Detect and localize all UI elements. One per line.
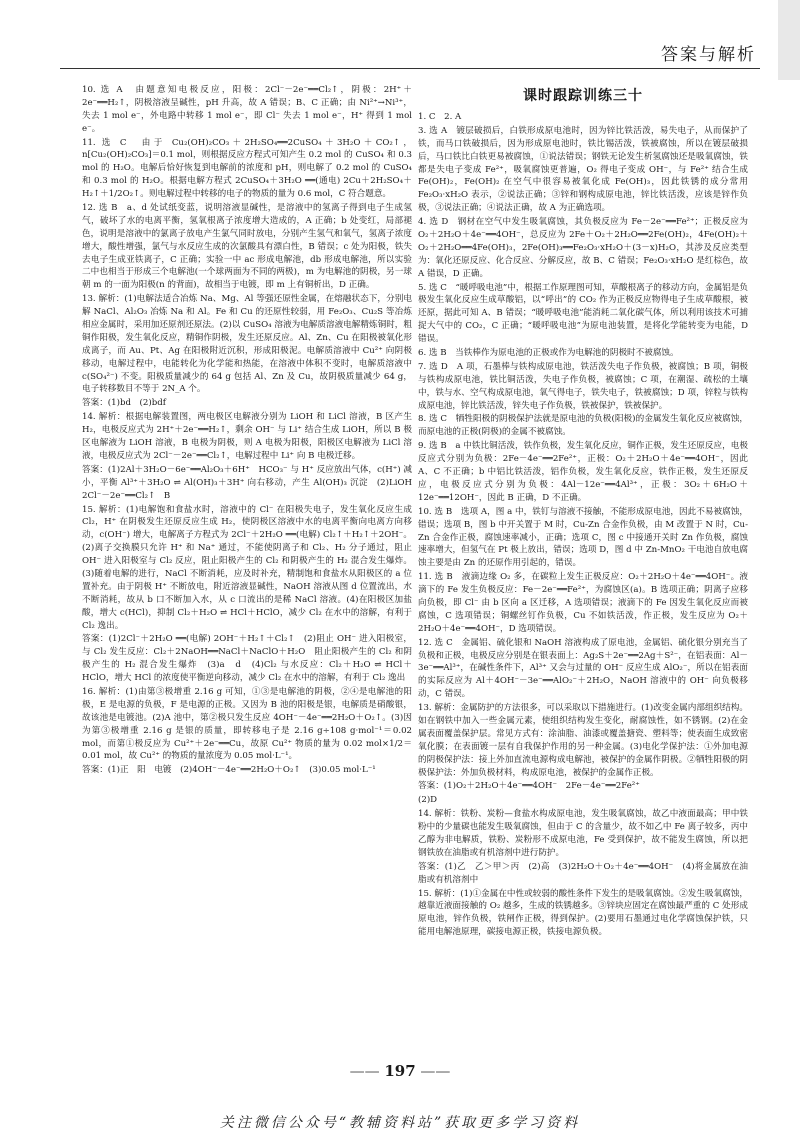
header-title: 答案与解析	[661, 45, 756, 65]
left-column	[82, 84, 421, 778]
header-tab-marker	[778, 0, 800, 80]
answer-paragraph: 7. 选 D A 项，石墨棒与铁构成原电池，铁活泼失电子作负极，被腐蚀；B 项，铜极与铁构成原电池，铁比铜活泼，失电子作负极，被腐蚀；C 项，在潮湿、疏松的土壤中，铁与水、空气构成原电池，氧气得电子，铁失电子，铁被腐蚀；D 项，锌粒与铁构成原电池，锌比铁活泼，锌失电子作负极，铁被保护，铁被保护。	[418, 361, 748, 411]
section-title: 课时跟踪训练三十	[523, 88, 643, 104]
answer-paragraph: 9. 选 B a 中铁比铜活泼，铁作负极，发生氧化反应，铜作正极，发生还原反应，电极反应式分别为负极：2Fe－4e⁻══2Fe²⁺，正极：O₂＋2H₂O＋4e⁻══4OH⁻，因此 A、C 不正确；b 中铝比铁活泼，铝作负极，发生氧化反应，铁作正极，发生还原反应，电极反应式分别为负极：4Al－12e⁻══4Al³⁺，正极：3O₂＋6H₂O＋12e⁻══12OH⁻，因此 B 正确，D 不正确。	[418, 441, 748, 503]
answer-paragraph: 3. 选 A 镀层破损后，白铁形成原电池时，因为锌比铁活泼，易失电子，从而保护了铁，而马口铁破损后，因为形成原电池时，铁比锡活泼，铁被腐蚀，所以在镀层破损后，马口铁比白铁更易被腐蚀，①说法错误；钢铁无论发生析氢腐蚀还是吸氧腐蚀，铁都是失电子变成 Fe²⁺，吸氧腐蚀更普遍，O₂ 得电子变成 OH⁻，与 Fe²⁺ 结合生成 Fe(OH)₂，Fe(OH)₂ 在空气中很容易被氧化成 Fe(OH)₃，因此铁锈的成分常用 Fe₂O₃·xH₂O 表示，②说法正确；③锌和钢构成原电池，锌比铁活泼，应该是锌作负极，③说法正确；④说法正确，故 A 为正确选项。	[418, 125, 748, 214]
answer-paragraph: 10. 选 B 选项 A，图 a 中，铁钉与溶液不接触，不能形成原电池，因此不易被腐蚀，错误；选项 B，图 b 中开关置于 M 时，Cu-Zn 合金作负极，由 M 改置于 N 时，Cu-Zn 合金作正极，腐蚀速率减小，正确；选项 C，图 c 中接通开关时 Zn 作负极，腐蚀速率增大，但氢气在 Pt 极上放出，错误；选项 D，图 d 中 Zn-MnO₂ 干电池自放电腐蚀主要是由 Zn 的还原作用引起的，错误。	[418, 506, 748, 569]
answer-paragraph: 答案：(1)乙 乙＞甲＞丙 (2)高 (3)2H₂O＋O₂＋4e⁻══4OH⁻ (4)将金属放在油脂或有机溶剂中	[418, 861, 748, 885]
answer-paragraph: 答案：(1)O₂＋2H₂O＋4e⁻══4OH⁻ 2Fe－4e⁻══2Fe²⁺	[418, 781, 640, 792]
answer-paragraph: 4. 选 D 钢材在空气中发生吸氧腐蚀，其负极反应为 Fe－2e⁻══Fe²⁺；正极反应为 O₂＋2H₂O＋4e⁻══4OH⁻，总反应为 2Fe＋O₂＋2H₂O══2Fe(OH)₂，4Fe(OH)₂＋O₂＋2H₂O══4Fe(OH)₃，2Fe(OH)₃══Fe₂O₃·xH₂O＋(3－x)H₂O，其涉及反应类型为：氧化还原反应、化合反应、分解反应，故 B、C 错误；Fe₂O₃·xH₂O 是红棕色，故 A 错误，D 正确。	[418, 217, 748, 279]
page-number-value: 197	[384, 1062, 416, 1080]
header-rule	[60, 68, 760, 69]
answer-paragraph: 15. 解析：(1)①金属在中性或较弱的酸性条件下发生的是吸氧腐蚀。②发生吸氧腐蚀，越靠近液面接触的 O₂ 越多，生成的铁锈越多。③锌块应固定在腐蚀最严重的 C 处形成原电池，锌作负极，铁闸作正极，得到保护。(2)要用石墨通过电化学腐蚀保护铁，只能用电解池原理，碳接电源正极，铁接电源负极。	[418, 888, 748, 938]
answer-paragraph: 1. C 2. A	[418, 112, 462, 122]
answer-paragraph: 5. 选 C “暖呼吸电池”中，根据工作原理图可知，草酸根离子的移动方向，金属铝是负极发生氧化反应生成草酸铝，以“呼出”的 CO₂ 作为正极反应物得电子生成草酸根，被还原，据此可知 A、B 错误；“暖呼吸电池”能消耗二氧化碳气体，所以利用该技术可捕捉大气中的 CO₂，C 正确；“暖呼吸电池”为原电池装置，是将化学能转变为电能，D 错误。	[418, 282, 748, 345]
answer-paragraph: 答案：(1)bd (2)bdf	[82, 398, 166, 409]
answer-paragraph: 答案：(1)2Al＋3H₂O－6e⁻══Al₂O₃＋6H⁺ HCO₃⁻ 与 H⁺ 反应放出气体，c(H⁺) 减小，平衡 Al³⁺＋3H₂O ⇌ Al(OH)₃＋3H⁺ 向右移动，产生 Al(OH)₃ 沉淀 (2)LiOH 2Cl⁻－2e⁻══Cl₂↑ B	[82, 464, 421, 501]
answer-paragraph: 14. 解析：铁粉、炭粉—食盐水构成原电池，发生吸氧腐蚀，故乙中液面最高；甲中铁粉中的少量碳也能发生吸氧腐蚀，但由于 C 的含量少，故不如乙中 Fe 离子较多，丙中乙醇为非电解质，铁粉、炭粉形不成原电池，Fe 受到保护，故不能发生腐蚀，所以把钢铁放在油脂或有机溶剂中进行防护。	[418, 809, 748, 858]
right-column	[418, 84, 748, 940]
answer-paragraph: 13. 解析：(1)电解法适合冶炼 Na、Mg、Al 等强还原性金属，在熔融状态下，分别电解 NaCl、Al₂O₃ 冶炼 Na 和 Al。Fe 和 Cu 的还原性较弱，用 Fe₂O₃、Cu₂S 等冶炼相应金属时，采用加还原剂还原法。(2)以 CuSO₄ 溶液为电解质溶液电解精炼铜时，粗铜作阳极，发生氧化反应，精铜作阴极，发生还原反应。Al、Zn、Cu 在阳极被氧化形成离子，而 Au、Pt、Ag 在阳极附近沉积，形成阳极泥。电解质溶液中 Cu²⁺ 向阴极移动，电解过程中，电能转化为化学能和热能，在溶液中体积不变时，电解质溶液中 c(SO₄²⁻) 不变。阳极质量减少的 64 g 包括 Al、Zn 及 Cu，故阴极质量减少 64 g，电子转移数目不等于 2N_A 个。	[82, 294, 412, 395]
page-number: —— 197 ——	[349, 1062, 451, 1080]
answer-paragraph: 6. 选 B 当铁棒作为原电池的正极或作为电解池的阴极时不被腐蚀。	[418, 348, 679, 359]
page-header	[0, 0, 800, 80]
answer-paragraph: 13. 解析：金属防护的方法很多，可以采取以下措施进行。(1)改变金属内部组织结构。如在钢铁中加入一些金属元素，使组织结构发生变化，耐腐蚀性，如不锈钢。(2)在金属表面覆盖保护层。常见方式有：涂油脂、油漆或覆盖搪瓷、塑料等；使表面生成致密氧化膜；在表面镀一层有自我保护作用的另一种金属。(3)电化学保护法：①外加电源的阴极保护法：接上外加直流电源构成电解池，被保护的金属作阴极。②牺牲阳极的阴极保护法：外加负极材料，构成原电池，被保护的金属作正极。	[418, 703, 748, 778]
answer-paragraph: 11. 选 B 液滴边缘 O₂ 多，在碳粒上发生正极反应：O₂＋2H₂O＋4e⁻══4OH⁻。液滴下的 Fe 发生负极反应：Fe－2e⁻══Fe²⁺，为腐蚀区(a)。B 选项正确；阴离子应移向负极，即 Cl⁻ 由 b 区向 a 区迁移，A 选项错误；液滴下的 Fe 因发生氧化反应而被腐蚀，C 选项错误；铜螺丝钉作负极，Cu 不如铁活泼，作正极，发生反应为 O₂＋2H₂O＋4e⁻══4OH⁻，D 选项错误。	[418, 572, 748, 634]
answer-paragraph: 11. 选 C 由于 Cu₂(OH)₂CO₃＋2H₂SO₄══2CuSO₄＋3H₂O＋CO₂↑，n[Cu₂(OH)₂CO₃]＝0.1 mol，则根据反应方程式可知产生 0.2 mol 的 CuSO₄ 和 0.3 mol 的 H₂O。电解后恰好恢复到电解前的浓度和 pH，则电解了 0.2 mol 的 CuSO₄ 和 0.3 mol 的 H₂O。根据电解方程式 2CuSO₄＋3H₂O ══(通电) 2Cu＋2H₂SO₄＋H₂↑＋1/2O₂↑。则电解过程中转移的电子的物质的量为 0.6 mol，C 符合题意。	[82, 137, 412, 200]
answer-paragraph: (2)D	[418, 795, 438, 806]
answer-paragraph: 12. 选 B a、d 处试纸变蓝，说明溶液显碱性，是溶液中的氢离子得到电子生成氢气，破坏了水的电离平衡，氢氧根离子浓度增大造成的，A 正确；b 处变红，局部褪色，说明是溶液中的氯离子放电产生氯气同时放电，分别产生氢气和氧气，氢离子浓度增大，酸性增强，氯气与水反应生成的次氯酸具有漂白性，B 错误；c 处为阳极，铁失去电子生成亚铁离子，C 正确；实验一中 ac 形成电解池，db 形成电解池，所以实验二中也相当于形成三个电解池(一个球两面为不同的两极)，m 为电解池的阴极，另一球朝 m 的一面为阳极(n 的背面)，故相当于电镀，即 m 上有铜析出，D 正确。	[82, 203, 412, 291]
answer-paragraph: 16. 解析：(1)由第③极增重 2.16 g 可知，①③是电解池的阴极，②④是电解池的阳极，E 是电源的负极，F 是电源的正极。又因为 B 池的阳极是银，电解质是硝酸银，故该池是电镀池。(2)A 池中，第②极只发生反应 4OH⁻－4e⁻══2H₂O＋O₂↑。(3)因为第③极增重 2.16 g 是银的质量，即转移电子是 2.16 g÷108 g·mol⁻¹＝0.02 mol，而第①极反应为 Cu²⁺＋2e⁻══Cu，故原 Cu²⁺ 物质的量为 0.02 mol×1/2＝0.01 mol，故 Cu²⁺ 的物质的量浓度为 0.05 mol·L⁻¹。	[82, 686, 412, 762]
answer-paragraph: 15. 解析：(1)电解饱和食盐水时，溶液中的 Cl⁻ 在阳极失电子，发生氧化反应生成 Cl₂，H⁺ 在阴极发生还原反应生成 H₂，使阴极区溶液中水的电离平衡向电离方向移动，c(OH⁻) 增大，电解离子方程式为 2Cl⁻＋2H₂O ══(电解) Cl₂↑＋H₂↑＋2OH⁻。(2)离子交换膜只允许 H⁺ 和 Na⁺ 通过，不能使阴离子和 Cl₂、H₂ 分子通过，阻止 OH⁻ 进入阳极室与 Cl₂ 反应，阻止阳极产生的 Cl₂ 和阴极产生的 H₂ 混合发生爆炸。(3)随着电解的进行，NaCl 不断消耗，应及时补充，精制饱和食盐水从阳极区的 a 位置补充。由于阴极 H⁺ 不断放电，附近溶液显碱性，NaOH 溶液从图 d 位置流出，水不断消耗，故从 b 口不断加入水，从 c 口流出的是稀 NaCl 溶液。(4)在阳极区加盐酸，增大 c(HCl)，抑制 Cl₂＋H₂O ⇌ HCl＋HClO，减少 Cl₂ 在水中的溶解，有利于 Cl₂ 逸出。	[82, 504, 412, 631]
right-column-body	[418, 111, 748, 939]
answer-paragraph: 12. 选 C 金属铝、硫化银和 NaOH 溶液构成了原电池，金属铝、硫化银分别充当了负极和正极，电极反应分别是在银表面上：Ag₂S＋2e⁻══2Ag＋S²⁻，在铝表面：Al－3e⁻══Al³⁺，在碱性条件下，Al³⁺ 又会与过量的 OH⁻ 反应生成 AlO₂⁻，所以在铝表面的实际反应为 Al＋4OH⁻－3e⁻══AlO₂⁻＋2H₂O，NaOH 溶液中的 OH⁻ 向负极移动，C 错误。	[418, 637, 748, 700]
answer-paragraph: 答案：(1)正 阳 电镀 (2)4OH⁻－4e⁻══2H₂O＋O₂↑ (3)0.05 mol·L⁻¹	[82, 765, 376, 776]
answer-paragraph: 答案：(1)2Cl⁻＋2H₂O ══(电解) 2OH⁻＋H₂↑＋Cl₂↑ (2)阻止 OH⁻ 进入阳极室，与 Cl₂ 发生反应：Cl₂＋2NaOH══NaCl＋NaClO＋H₂O 阻止阳极产生的 Cl₂ 和阴极产生的 H₂ 混合发生爆炸 (3)a d (4)Cl₂ 与水反应：Cl₂＋H₂O ⇌ HCl＋HClO，增大 HCl 的浓度使平衡逆向移动，减少 Cl₂ 在水中的溶解，有利于 Cl₂ 逸出	[82, 634, 412, 684]
answer-paragraph: 14. 解析：根据电解装置图，两电极区电解液分别为 LiOH 和 LiCl 溶液，B 区产生 H₂，电极反应式为 2H⁺＋2e⁻══H₂↑，剩余 OH⁻ 与 Li⁺ 结合生成 LiOH，所以 B 极区电解液为 LiOH 溶液，B 电极为阴极，则 A 电极为阳极，阳极区电解液为 LiCl 溶液，电极反应式为 2Cl⁻－2e⁻══Cl₂↑，电解过程中 Li⁺ 向 B 电极迁移。	[82, 412, 412, 461]
answer-paragraph: 10. 选 A 由题意知电极反应，阳极：2Cl⁻－2e⁻══Cl₂↑，阴极：2H⁺＋2e⁻══H₂↑，阴极溶液呈碱性，pH 升高，故 A 错误；B、C 正确；由 Ni²⁺→Ni³⁺，失去 1 mol e⁻，外电路中转移 1 mol e⁻，即 Cl⁻ 失去 1 mol e⁻，H⁺ 得到 1 mol e⁻。	[82, 85, 412, 134]
footer-note: 关注微信公众号“教辅资料站”获取更多学习资料	[219, 1115, 581, 1131]
answer-paragraph: 8. 选 C 牺牲阳极的阴极保护法就是原电池的负极(阳极)的金属发生氧化反应被腐蚀，而原电池的正极(阴极)的金属不被腐蚀。	[418, 414, 748, 438]
